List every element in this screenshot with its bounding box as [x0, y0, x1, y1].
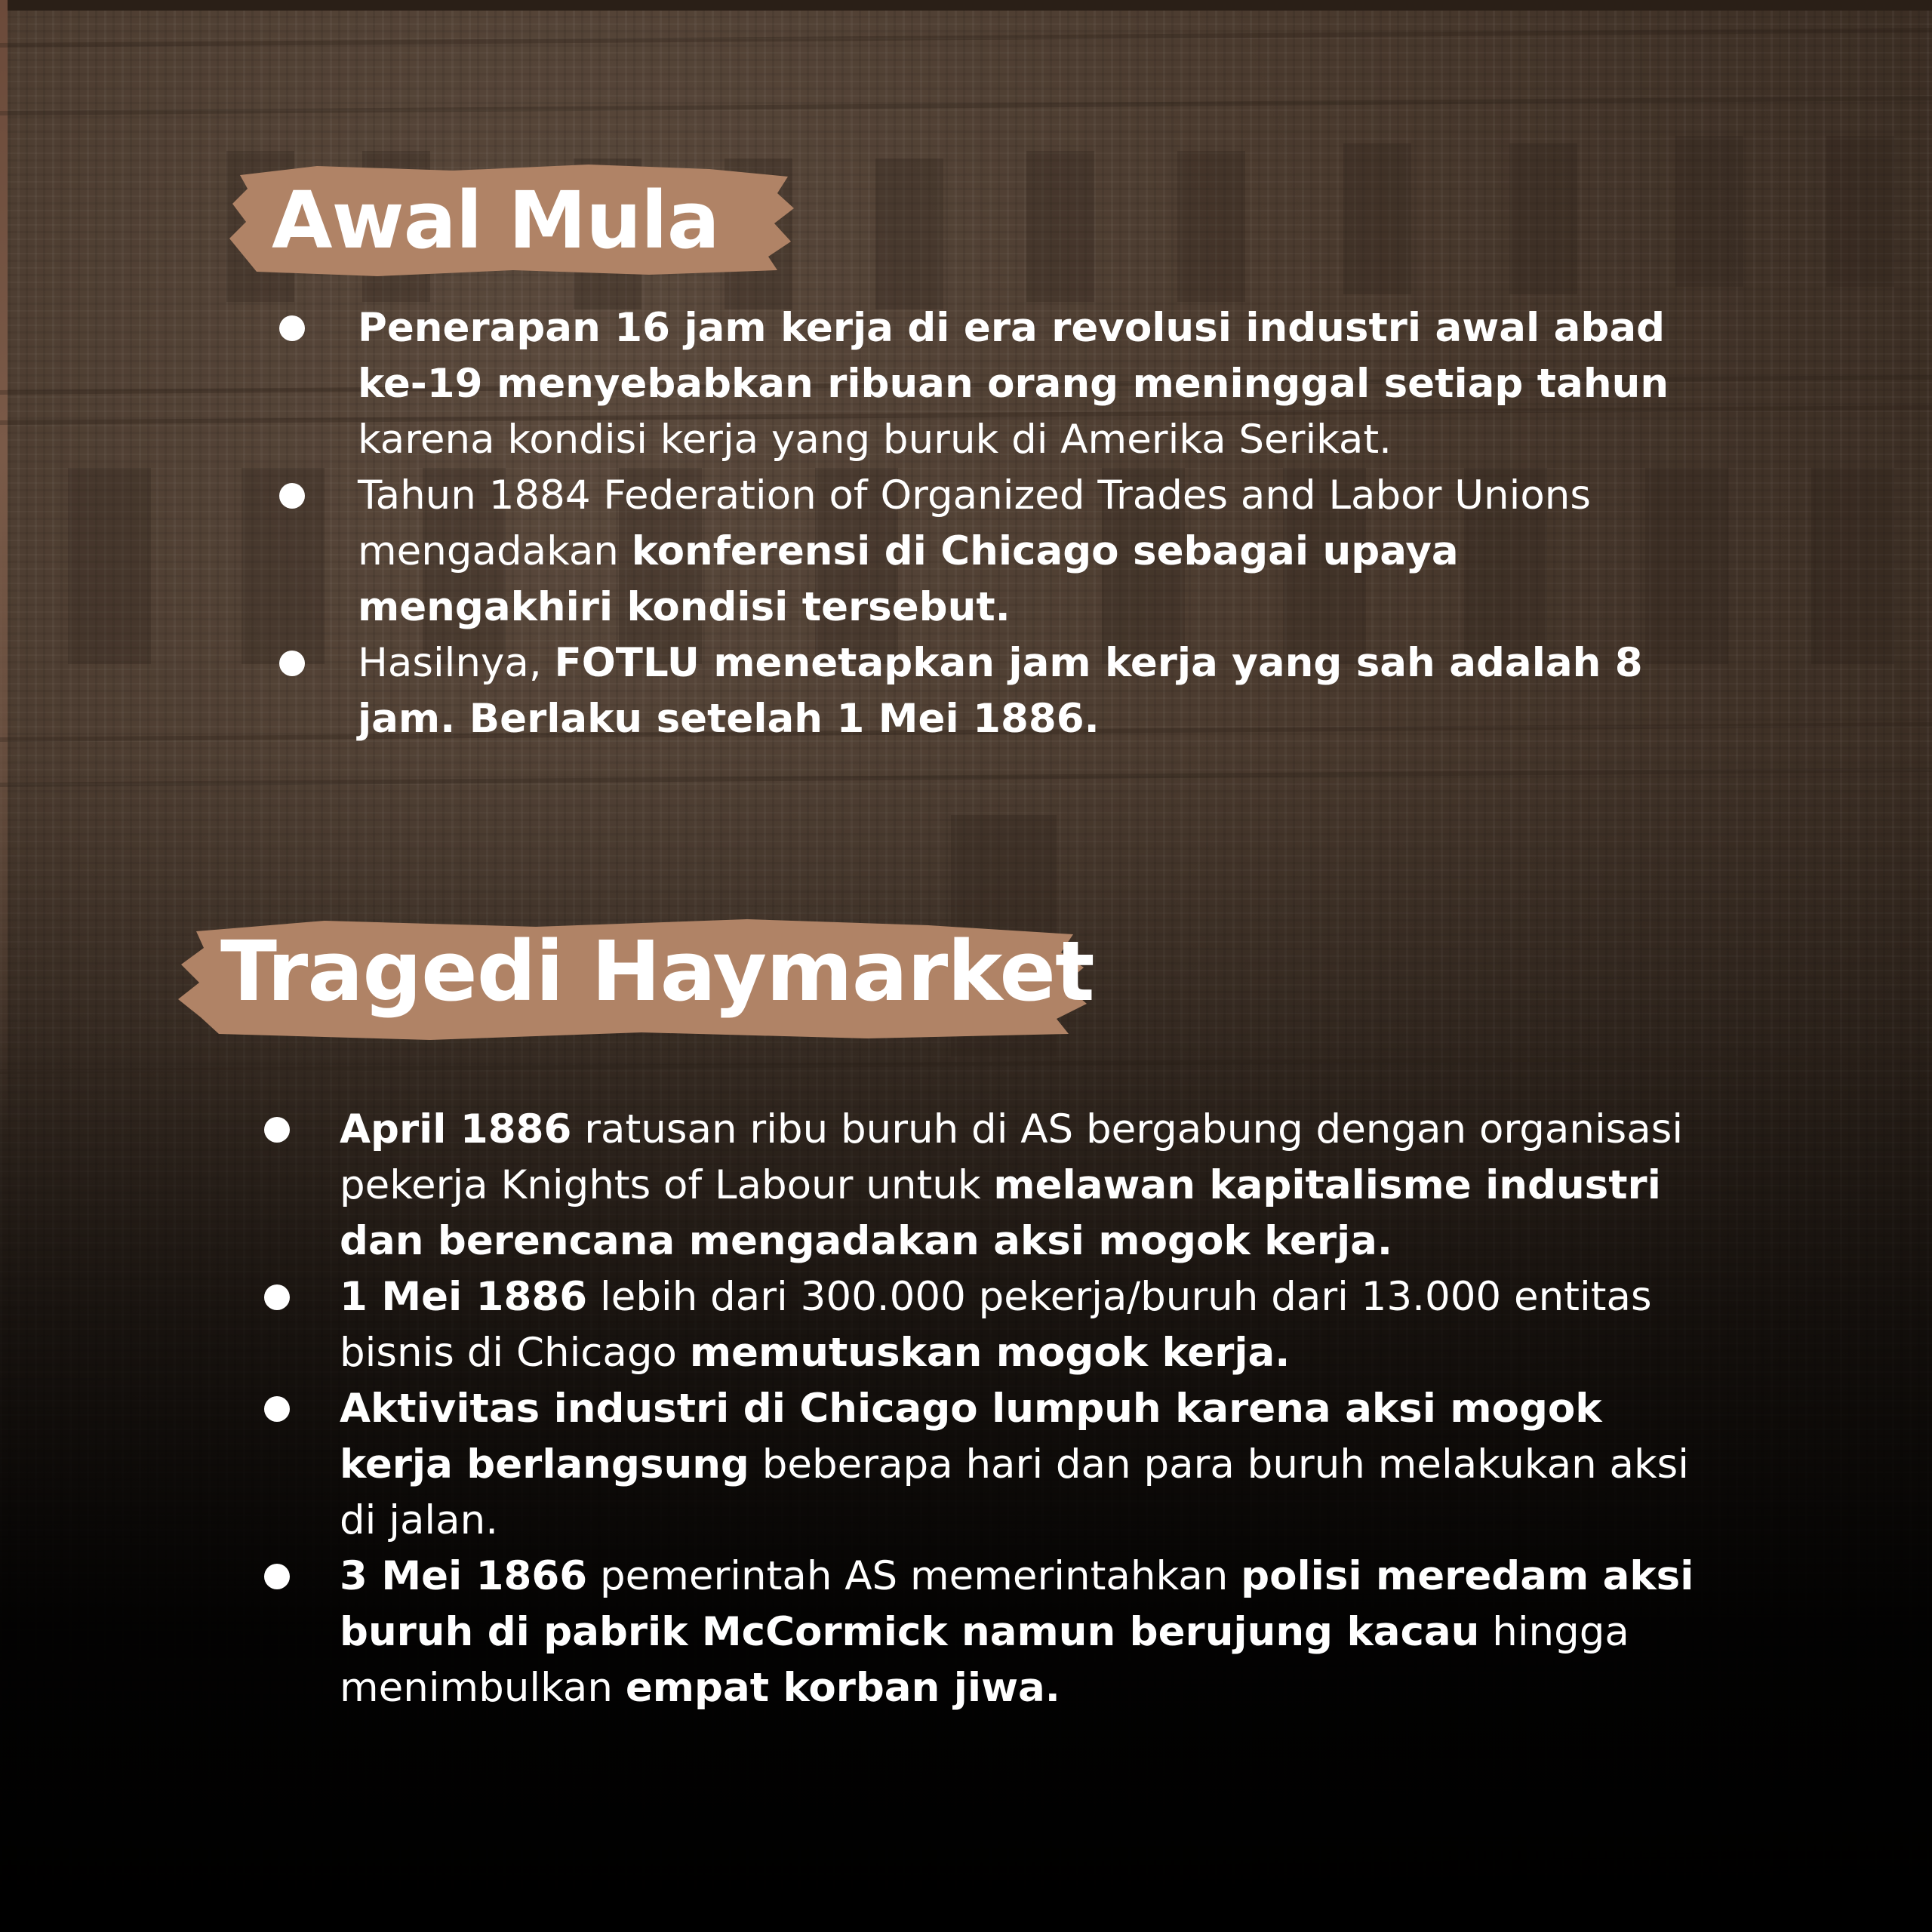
list-item [264, 1549, 1713, 1716]
body-text: lebih dari 300.000 pekerja/buruh dari 13.000 entitas bisnis di Chicago [340, 1274, 1652, 1376]
list-item [264, 1269, 1713, 1381]
bold-text: April 1886 [340, 1106, 572, 1152]
list-item [279, 468, 1698, 635]
bullet-icon [264, 1284, 290, 1310]
bold-text: melawan kapitalisme industri dan berencana mengadakan aksi mogok kerja. [340, 1162, 1661, 1264]
bullet-icon [279, 315, 305, 341]
body-text: ratusan ribu buruh di AS bergabung dengan organisasi pekerja Knights of Labour untuk [340, 1106, 1684, 1208]
list-item [279, 300, 1698, 468]
list-tragedi-haymarket [264, 1102, 1713, 1716]
list-item [264, 1381, 1713, 1549]
bold-text: Penerapan 16 jam kerja di era revolusi industri awal abad ke-19 menyebabkan ribuan orang meninggal setiap tahun [358, 305, 1669, 407]
bullet-icon [264, 1564, 290, 1589]
bullet-icon [279, 483, 305, 509]
list-awal-mula [279, 300, 1698, 747]
bold-text: memutuskan mogok kerja. [689, 1330, 1291, 1376]
bold-text: konferensi di Chicago sebagai upaya mengakhiri kondisi tersebut. [358, 528, 1459, 630]
body-text: beberapa hari dan para buruh melakukan aksi di jalan. [340, 1441, 1690, 1543]
bold-text: FOTLU menetapkan jam kerja yang sah adalah 8 jam. Berlaku setelah 1 Mei 1886. [358, 640, 1643, 742]
bold-text: 1 Mei 1886 [340, 1274, 588, 1320]
bold-text: 3 Mei 1866 [340, 1553, 588, 1599]
list-item [264, 1102, 1713, 1269]
bold-text: empat korban jiwa. [625, 1665, 1060, 1711]
bold-text: Aktivitas industri di Chicago lumpuh karena aksi mogok kerja berlangsung [340, 1386, 1602, 1487]
list-item [279, 635, 1698, 747]
body-text: Tahun 1884 Federation of Organized Trades and Labor Unions mengadakan [358, 472, 1591, 574]
heading-tragedi-haymarket: Tragedi Haymarket [220, 923, 1094, 1020]
body-text: pemerintah AS memerintahkan [587, 1553, 1241, 1599]
bullet-icon [264, 1396, 290, 1422]
heading-awal-mula: Awal Mula [272, 174, 719, 266]
bullet-icon [264, 1117, 290, 1143]
bold-text: polisi meredam aksi buruh di pabrik McCormick namun berujung kacau [340, 1553, 1694, 1655]
body-text: Hasilnya, [358, 640, 555, 686]
bullet-icon [279, 651, 305, 676]
body-text: karena kondisi kerja yang buruk di Amerika Serikat. [358, 417, 1392, 463]
body-text: hingga menimbulkan [340, 1609, 1629, 1711]
